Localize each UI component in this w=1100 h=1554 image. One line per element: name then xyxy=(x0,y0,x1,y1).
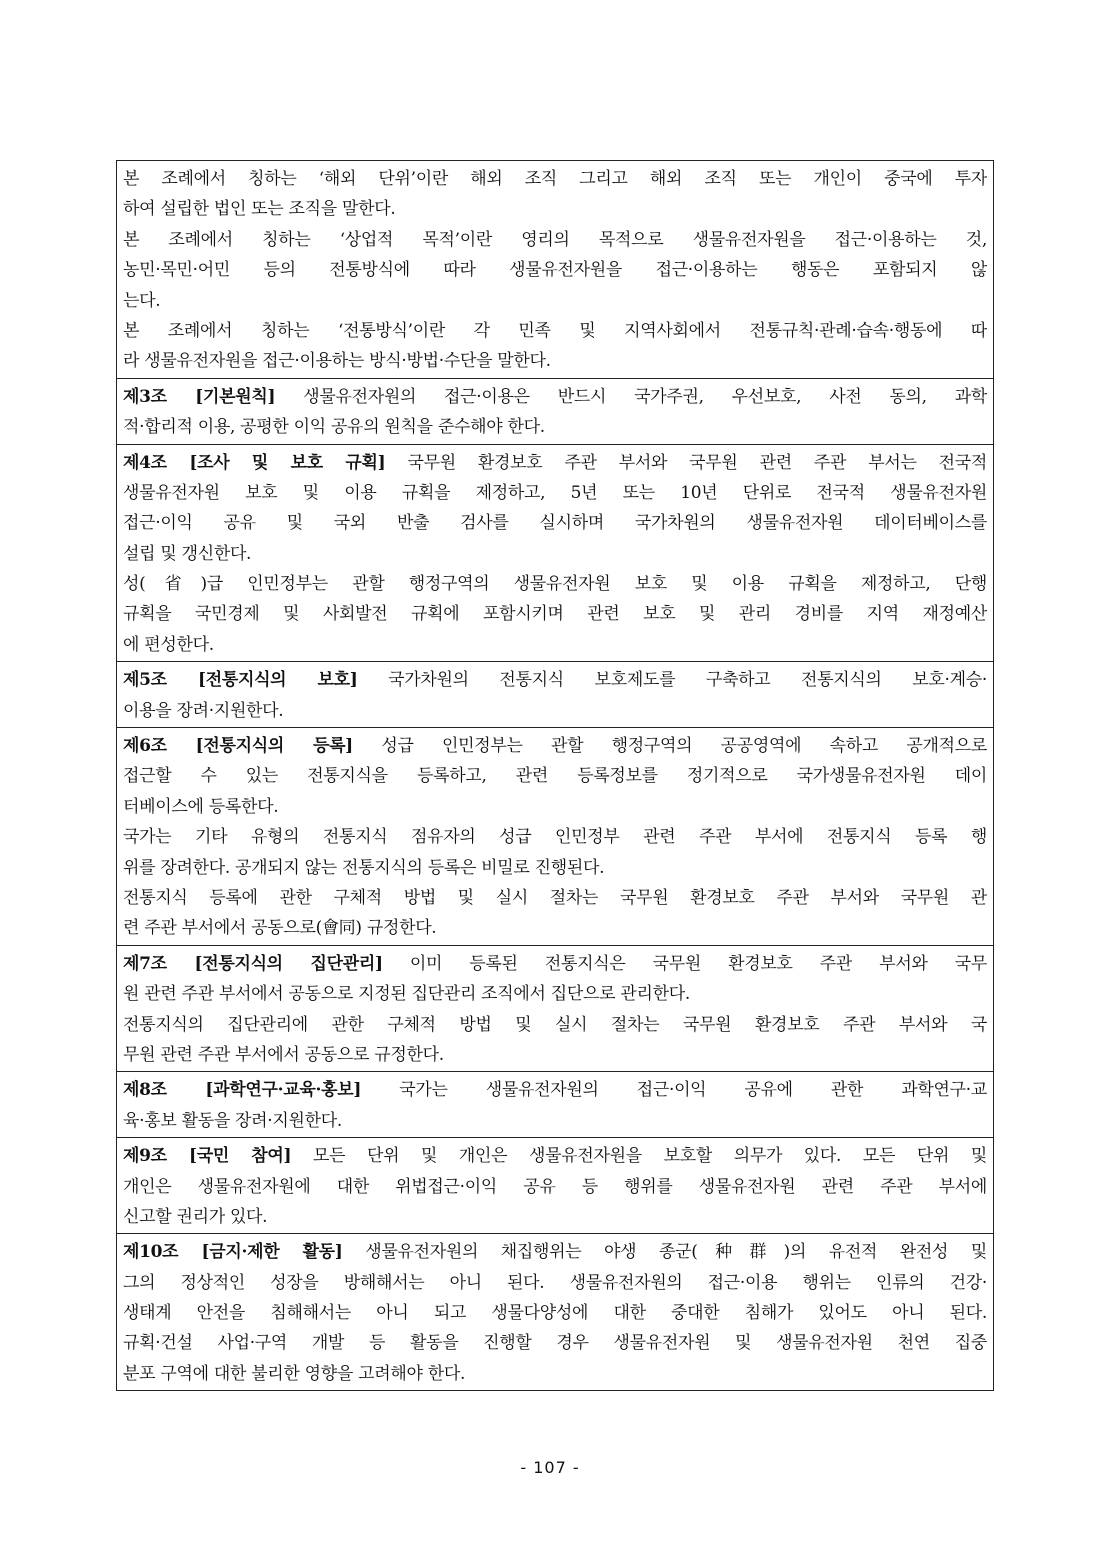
article-row xyxy=(117,661,993,727)
line-text: 본 조례에서 칭하는 ‘상업적 목적’이란 영리의 목적으로 생물유전자원을 접근·이용하는 것, xyxy=(123,229,987,250)
line-text: 생물유전자원 보호 및 이용 규획을 제정하고, 5년 또는 10년 단위로 전국적 생물유전자원 xyxy=(123,482,987,503)
article-heading: 제7조 [전통지식의 집단관리] xyxy=(123,953,383,974)
line-text: 이용을 장려·지원한다. xyxy=(123,700,284,721)
text-line xyxy=(123,665,987,695)
text-line xyxy=(123,913,987,943)
article-heading: 제10조 [금지·제한 활동] xyxy=(123,1242,343,1263)
text-line xyxy=(123,949,987,979)
line-text: 생물유전자원의 접근·이용은 반드시 국가주권, 우선보호, 사전 동의, 과학 xyxy=(275,386,987,407)
line-text: 국무원 환경보호 주관 부서와 국무원 관련 주관 부서는 전국적 xyxy=(385,452,987,473)
text-line xyxy=(123,1040,987,1070)
line-text: 성(省)급 인민정부는 관할 행정구역의 생물유전자원 보호 및 이용 규획을 제정하고, 단행 xyxy=(123,574,987,595)
line-text: 모든 단위 및 개인은 생물유전자원을 보호할 의무가 있다. 모든 단위 및 xyxy=(291,1146,987,1167)
article-heading: 제5조 [전통지식의 보호] xyxy=(123,670,358,691)
article-row xyxy=(117,1137,993,1233)
text-line xyxy=(123,1106,987,1136)
text-line xyxy=(123,1268,987,1298)
text-line xyxy=(123,478,987,508)
line-text: 설립 및 갱신한다. xyxy=(123,543,252,564)
text-line xyxy=(123,225,987,255)
line-text: 터베이스에 등록한다. xyxy=(123,796,279,817)
line-text: 련 주관 부서에서 공동으로(會同) 규정한다. xyxy=(123,918,437,939)
article-row xyxy=(117,444,993,662)
line-text: 국가는 생물유전자원의 접근·이익 공유에 관한 과학연구·교 xyxy=(361,1080,987,1101)
text-line xyxy=(123,286,987,316)
line-text: 육·홍보 활동을 장려·지원한다. xyxy=(123,1110,342,1131)
text-line xyxy=(123,448,987,478)
text-line xyxy=(123,382,987,412)
text-line xyxy=(123,792,987,822)
line-text: 생물유전자원의 채집행위는 야생 종군(种群)의 유전적 완전성 및 xyxy=(342,1242,987,1263)
line-text: 적·합리적 이용, 공평한 이익 공유의 원칙을 준수해야 한다. xyxy=(123,417,545,438)
line-text: 는다. xyxy=(123,290,161,311)
article-row xyxy=(117,727,993,945)
article-row xyxy=(117,378,993,444)
text-line xyxy=(123,822,987,852)
text-line xyxy=(123,164,987,194)
text-line xyxy=(123,569,987,599)
text-line xyxy=(123,539,987,569)
article-heading: 제3조 [기본원칙] xyxy=(123,386,276,407)
line-text: 본 조례에서 칭하는 ‘전통방식’이란 각 민족 및 지역사회에서 전통규칙·관례·습속·행동에 따 xyxy=(123,320,987,341)
line-text: 규획을 국민경제 및 사회발전 규획에 포함시키며 관련 보호 및 관리 경비를 지역 재정예산 xyxy=(123,604,987,625)
text-line xyxy=(123,731,987,761)
text-line xyxy=(123,1237,987,1267)
line-text: 국가는 기타 유형의 전통지식 점유자의 성급 인민정부 관련 주관 부서에 전통지식 등록 행 xyxy=(123,827,987,848)
article-row xyxy=(117,945,993,1072)
text-line xyxy=(123,412,987,442)
article-heading: 제8조 [과학연구·교육·홍보] xyxy=(123,1080,362,1101)
text-line xyxy=(123,696,987,726)
text-line xyxy=(123,979,987,1009)
text-line xyxy=(123,346,987,376)
line-text: 그의 정상적인 성장을 방해해서는 아니 된다. 생물유전자원의 접근·이용 행위는 인류의 건강· xyxy=(123,1272,987,1293)
text-line xyxy=(123,883,987,913)
text-line xyxy=(123,316,987,346)
text-line xyxy=(123,1298,987,1328)
line-text: 무원 관련 주관 부서에서 공동으로 규정한다. xyxy=(123,1044,444,1065)
text-line xyxy=(123,1359,987,1389)
line-text: 원 관련 주관 부서에서 공동으로 지정된 집단관리 조직에서 집단으로 관리한다. xyxy=(123,984,690,1005)
text-line xyxy=(123,853,987,883)
line-text: 성급 인민정부는 관할 행정구역의 공공영역에 속하고 공개적으로 xyxy=(352,736,987,757)
page-number: - 107 - xyxy=(520,1458,580,1477)
line-text: 전통지식의 집단관리에 관한 구체적 방법 및 실시 절차는 국무원 환경보호 주관 부서와 국 xyxy=(123,1014,987,1035)
article-heading: 제4조 [조사 및 보호 규획] xyxy=(123,452,386,473)
line-text: 접근할 수 있는 전통지식을 등록하고, 관련 등록정보를 정기적으로 국가생물유전자원 데이 xyxy=(123,766,987,787)
article-heading: 제6조 [전통지식의 등록] xyxy=(123,736,353,757)
article-row xyxy=(117,1071,993,1137)
text-line xyxy=(123,1172,987,1202)
text-line xyxy=(123,761,987,791)
text-line xyxy=(123,1075,987,1105)
regulation-table xyxy=(116,160,994,1391)
text-line xyxy=(123,255,987,285)
line-text: 에 편성한다. xyxy=(123,634,214,655)
line-text: 위를 장려한다. 공개되지 않는 전통지식의 등록은 비밀로 진행된다. xyxy=(123,857,605,878)
line-text: 접근·이익 공유 및 국외 반출 검사를 실시하며 국가차원의 생물유전자원 데이터베이스를 xyxy=(123,513,987,534)
text-line xyxy=(123,1202,987,1232)
line-text: 분포 구역에 대한 불리한 영향을 고려해야 한다. xyxy=(123,1363,466,1384)
line-text: 규획·건설 사업·구역 개발 등 활동을 진행할 경우 생물유전자원 및 생물유전자원 천연 집중 xyxy=(123,1333,987,1354)
line-text: 신고할 권리가 있다. xyxy=(123,1206,268,1227)
text-line xyxy=(123,508,987,538)
text-line xyxy=(123,630,987,660)
article-row xyxy=(117,1233,993,1390)
line-text: 하여 설립한 법인 또는 조직을 말한다. xyxy=(123,199,396,220)
text-line xyxy=(123,194,987,224)
text-line xyxy=(123,599,987,629)
line-text: 국가차원의 전통지식 보호제도를 구축하고 전통지식의 보호·계승· xyxy=(357,670,987,691)
article-heading: 제9조 [국민 참여] xyxy=(123,1146,292,1167)
text-line xyxy=(123,1141,987,1171)
text-line xyxy=(123,1010,987,1040)
line-text: 라 생물유전자원을 접근·이용하는 방식·방법·수단을 말한다. xyxy=(123,351,551,372)
definition-row xyxy=(117,161,993,378)
line-text: 생태계 안전을 침해해서는 아니 되고 생물다양성에 대한 중대한 침해가 있어도 아니 된다. xyxy=(123,1303,987,1324)
text-line xyxy=(123,1328,987,1358)
line-text: 농민·목민·어민 등의 전통방식에 따라 생물유전자원을 접근·이용하는 행동은 포함되지 않 xyxy=(123,260,987,281)
line-text: 본 조례에서 칭하는 ‘해외 단위’이란 해외 조직 그리고 해외 조직 또는 개인이 중국에 투자 xyxy=(123,169,987,189)
line-text: 이미 등록된 전통지식은 국무원 환경보호 주관 부서와 국무 xyxy=(382,953,987,974)
line-text: 개인은 생물유전자원에 대한 위법접근·이익 공유 등 행위를 생물유전자원 관련 주관 부서에 xyxy=(123,1176,987,1197)
line-text: 전통지식 등록에 관한 구체적 방법 및 실시 절차는 국무원 환경보호 주관 부서와 국무원 관 xyxy=(123,887,987,908)
